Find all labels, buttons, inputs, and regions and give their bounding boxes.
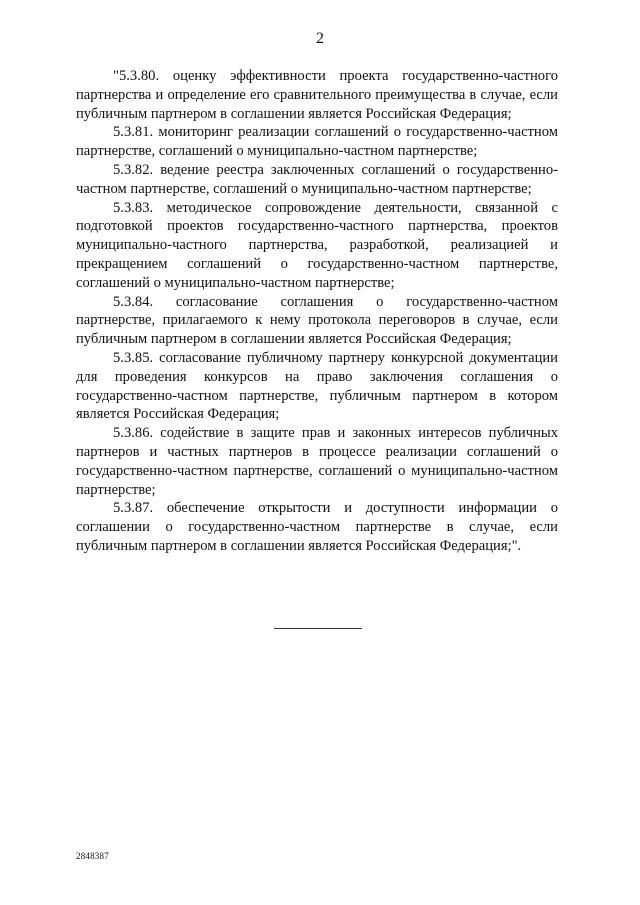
paragraph-5-3-86: 5.3.86. содействие в защите прав и законных интересов публичных партнеров и частных партнеров в процессе реализации соглашений о государственно-частном партнерстве, соглашений о муниципально-частном партнерстве; [76, 425, 558, 498]
paragraph-5-3-87: 5.3.87. обеспечение открытости и доступности информации о соглашении о государственно-частном партнерстве в случае, если публичным партнером в соглашении является Российская Федерация;". [76, 500, 558, 554]
document-code: 2848387 [76, 851, 109, 861]
paragraph-5-3-83: 5.3.83. методическое сопровождение деятельности, связанной с подготовкой проектов государственно-частного партнерства, проектов муниципально-частного партнерства, разработкой, реализацией и прекращением соглашений о государственно-частном партнерстве, соглашений о муниципально-частном партнерстве; [76, 199, 558, 291]
paragraph-5-3-82: 5.3.82. ведение реестра заключенных соглашений о государственно-частном партнерстве, соглашений о муниципально-частном партнерстве; [76, 161, 558, 197]
paragraph-5-3-85: 5.3.85. согласование публичному партнеру конкурсной документации для проведения конкурсов на право заключения соглашения о государственно-частном партнерстве, публичным партнером в котором является Российская Федерация; [76, 349, 558, 423]
closing-divider [274, 628, 362, 629]
page-number: 2 [316, 30, 324, 47]
paragraph-5-3-81: 5.3.81. мониторинг реализации соглашений о государственно-частном партнерстве, соглашений о муниципально-частном партнерстве; [76, 124, 558, 160]
paragraph-5-3-80: "5.3.80. оценку эффективности проекта государственно-частного партнерства и определение его сравнительного преимущества в случае, если публичным партнером в соглашении является Российская Федерация; [76, 68, 558, 122]
document-body [76, 67, 558, 556]
paragraph-5-3-84: 5.3.84. согласование соглашения о государственно-частном партнерстве, прилагаемого к нему протокола переговоров в случае, если публичным партнером в соглашении является Российская Федерация; [76, 293, 558, 348]
